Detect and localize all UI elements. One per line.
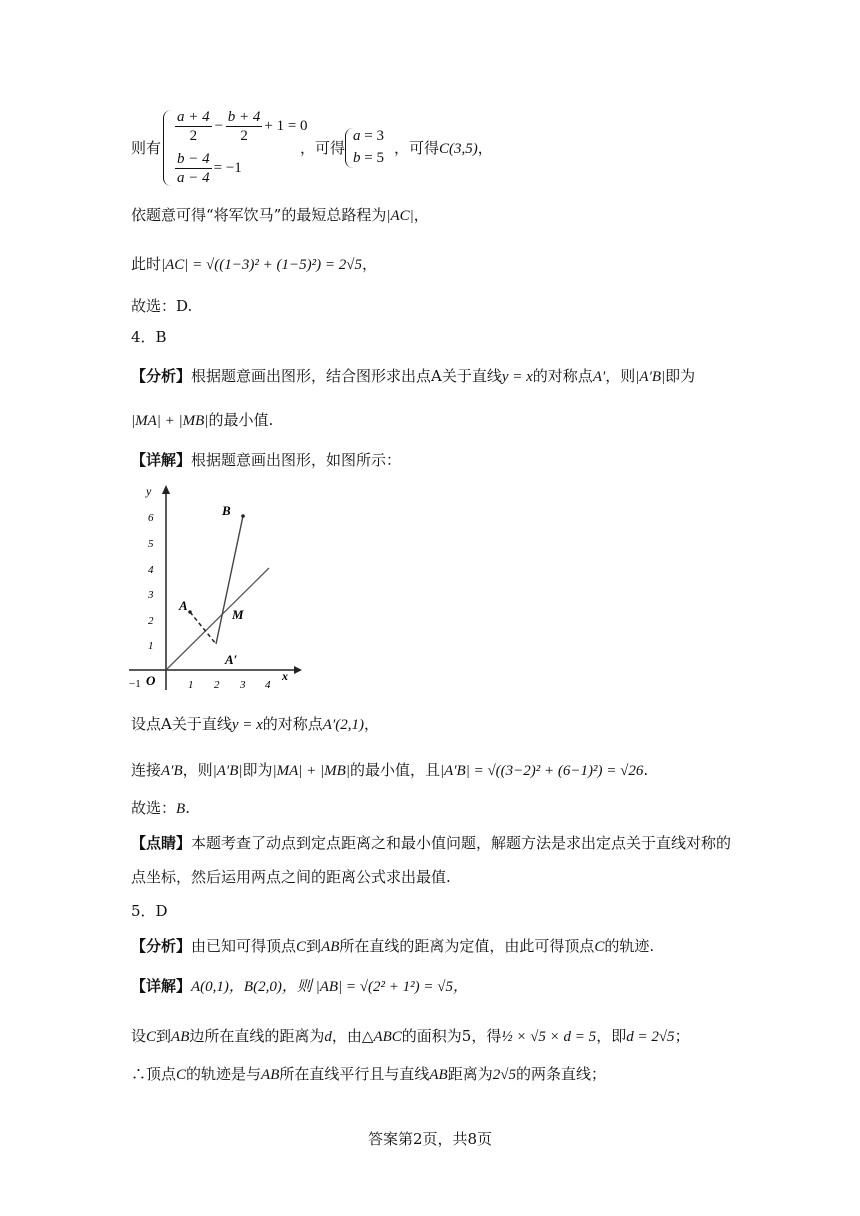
label-a: A xyxy=(179,598,188,613)
reflection-figure xyxy=(126,480,306,695)
y-tick-3: 3 xyxy=(148,589,154,601)
q4-comment: 【点睛】本题考查了动点到定点距离之和最小值问题，解题方法是求出定点关于直线对称的 xyxy=(131,834,732,852)
segment-a-prime-b xyxy=(216,516,243,644)
q4-line-1: 设点A关于直线y = x的对称点A′(2,1)， xyxy=(131,715,379,733)
label-b: B xyxy=(222,503,231,518)
text-can-get: ，可得 xyxy=(300,139,346,157)
y-tick-6: 6 xyxy=(148,512,154,524)
equation-1: $\frac{a + 4}{2}$ − $\frac{b + 4}{2}$ + 1 = 0 xyxy=(177,109,308,144)
line-ac-length: 此时|AC| = √((1−3)² + (1−5)²) = 2√5， xyxy=(131,255,377,273)
x-tick-3: 3 xyxy=(240,679,246,691)
text-point-c: ，可得C(3,5)， xyxy=(394,139,493,157)
x-tick-1: 1 xyxy=(188,679,194,691)
y-tick-1: 1 xyxy=(148,640,154,652)
x-label: x xyxy=(282,669,288,683)
origin-label: O xyxy=(146,673,156,688)
solution-b: b = 5 xyxy=(353,150,384,166)
solution-a: a = 3 xyxy=(353,128,384,144)
q5-analysis: 【分析】由已知可得顶点C到AB所在直线的距离为定值，由此可得顶点C的轨迹. xyxy=(131,937,655,955)
neg-one-label: −1 xyxy=(129,678,141,690)
q5-detail: 【详解】A(0,1)，B(2,0)，则 |AB| = √(2² + 1²) = √5， xyxy=(131,977,468,995)
y-axis-arrow xyxy=(162,485,170,494)
q4-choice: 故选：B. xyxy=(131,799,190,817)
point-b-dot xyxy=(241,514,245,518)
q4-detail: 【详解】根据题意画出图形，如图所示： xyxy=(131,451,402,469)
y-label: y xyxy=(146,484,152,498)
line-choice-d: 故选：D. xyxy=(131,297,193,315)
label-a-prime: A′ xyxy=(225,652,238,667)
question-5-header: 5．D xyxy=(131,902,168,920)
q4-comment-cont: 点坐标，然后运用两点之间的距离公式求出最值. xyxy=(131,868,451,886)
x-tick-4: 4 xyxy=(265,679,271,691)
q4-analysis: 【分析】根据题意画出图形，结合图形求出点A关于直线y = x的对称点A′，则|A′B|即为 xyxy=(131,367,696,385)
q5-line-2: ∴顶点C的轨迹是与AB所在直线平行且与直线AB距离为2√5的两条直线； xyxy=(131,1065,606,1083)
x-axis-arrow xyxy=(294,666,302,674)
equation-2: $\frac{b - 4}{a - 4}$ = −1 xyxy=(177,151,242,186)
y-tick-5: 5 xyxy=(148,538,154,550)
equation-system-1 xyxy=(163,108,308,188)
page-footer: 答案第2页，共8页 xyxy=(367,1130,493,1148)
line-y-equals-x xyxy=(166,568,269,670)
y-tick-2: 2 xyxy=(148,615,154,627)
text-then: 则有 xyxy=(131,139,162,157)
y-tick-4: 4 xyxy=(148,564,154,576)
label-m: M xyxy=(232,607,244,622)
equation-system-2 xyxy=(345,126,395,172)
line-shortest-path: 依题意可得“将军饮马”的最短总路程为|AC|， xyxy=(131,206,429,224)
question-4-header: 4．B xyxy=(131,328,167,346)
q5-line-1: 设C到AB边所在直线的距离为d，由△ABC的面积为5，得½ × √5 × d = 5，即d = 2√5； xyxy=(131,1027,690,1045)
q4-line-2: 连接A′B，则|A′B|即为|MA| + |MB|的最小值，且|A′B| = √((3−2)² + (6−1)²) = √26. xyxy=(131,761,649,779)
segment-a-a-prime xyxy=(190,612,216,644)
point-a-dot xyxy=(188,610,192,614)
q4-analysis-cont: |MA| + |MB|的最小值. xyxy=(131,411,274,429)
x-tick-2: 2 xyxy=(214,679,220,691)
line-system xyxy=(131,138,161,158)
brace xyxy=(163,110,172,186)
